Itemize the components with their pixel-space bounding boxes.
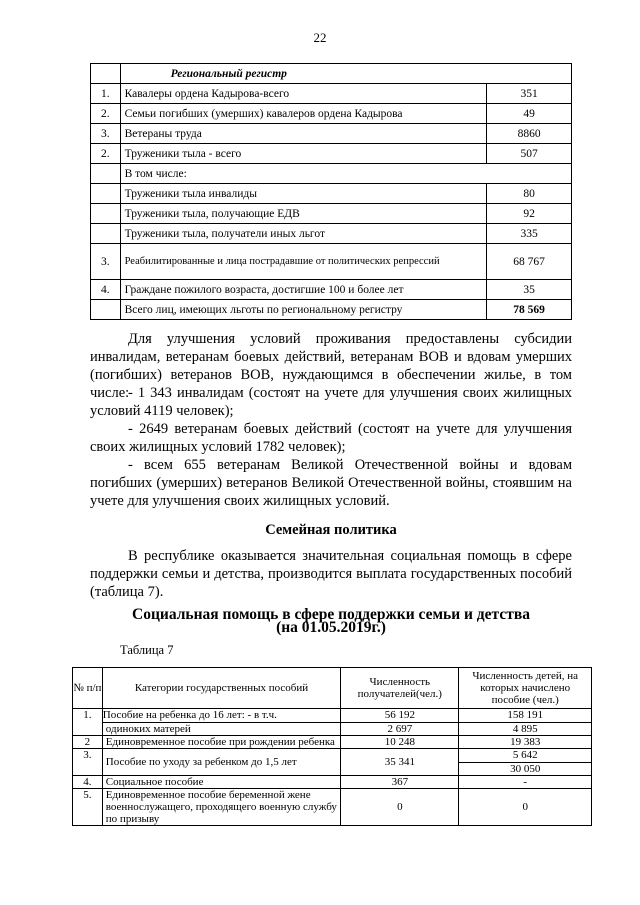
bullet-wwii-veterans: - всем 655 ветеранам Великой Отечественной войны и вдовам погибших (умерших) ветеранов Великой Отечественной войны, стоявшим на учете для улучшения своих жилищных условий. <box>90 457 572 509</box>
table-row: Труженики тыла, получатели иных льгот 335 <box>91 224 572 244</box>
total-label: Всего лиц, имеющих льготы по региональному регистру <box>120 300 487 320</box>
table-row: 3. Пособие по уходу за ребенком до 1,5 лет 35 341 5 642 30 050 <box>73 749 592 776</box>
table-row: 5. Единовременное пособие беременной жене военнослужащего, проходящего военную службу по призыву 0 0 <box>73 789 592 826</box>
table-row: В том числе: <box>91 164 572 184</box>
regional-register-table <box>90 63 572 320</box>
table-row: 2. Семьи погибших (умерших) кавалеров ордена Кадырова 49 <box>91 104 572 124</box>
table-title: Социальная помощь в сфере поддержки семьи и детства (на 01.05.2019г.) <box>132 606 530 636</box>
table-row: 3. Реабилитированные и лица пострадавшие от политических репрессий 68 767 <box>91 244 572 280</box>
table-row: 2 Единовременное пособие при рождении ребенка 10 248 19 383 <box>73 736 592 749</box>
table-header-row: № п/п Категории государственных пособий Численность получателей(чел.) Численность детей, на которых начислено пособие (чел.) <box>73 668 592 709</box>
table-row: Труженики тыла, получающие ЕДВ 92 <box>91 204 572 224</box>
family-support-table <box>72 667 592 826</box>
table-row: 1. Пособие на ребенка до 16 лет: - в т.ч. одиноких матерей 56 192 2 697 158 191 4 895 <box>73 709 592 736</box>
bullet-combat-veterans: - 2649 ветеранам боевых действий (состоят на учете для улучшения своих жилищных условий 1782 человек); <box>90 421 572 455</box>
page-number: 22 <box>313 30 327 45</box>
table-row: 4. Граждане пожилого возраста, достигшие 100 и более лет 35 <box>91 280 572 300</box>
table-row: 4. Социальное пособие 367 - <box>73 776 592 789</box>
paragraph-family-support: В республике оказывается значительная социальная помощь в сфере поддержки семьи и детства, производится выплата государственных пособий (таблица 7). <box>90 548 572 600</box>
bullet-disabled: - 1 343 инвалидам (состоят на учете для улучшения своих жилищных условий 4119 человек); <box>90 385 572 419</box>
table-row: 3. Ветераны труда 8860 <box>91 124 572 144</box>
table-header: Региональный регистр <box>120 64 571 84</box>
table-total-row <box>91 300 572 320</box>
table-label: Таблица 7 <box>120 643 174 657</box>
total-value: 78 569 <box>487 300 572 320</box>
table-header-row <box>91 64 572 84</box>
table-row: Труженики тыла инвалиды 80 <box>91 184 572 204</box>
table-row: 1. Кавалеры ордена Кадырова-всего 351 <box>91 84 572 104</box>
paragraph-subsidies: Для улучшения условий проживания предоставлены субсидии инвалидам, ветеранам боевых действий, ветеранам ВОВ и вдовам умерших (погибших) ветеранов ВОВ, нуждающимся в обеспечении жилье, в том числе: <box>90 331 572 401</box>
table-row: 2. Труженики тыла - всего 507 <box>91 144 572 164</box>
section-heading: Семейная политика <box>265 522 397 538</box>
